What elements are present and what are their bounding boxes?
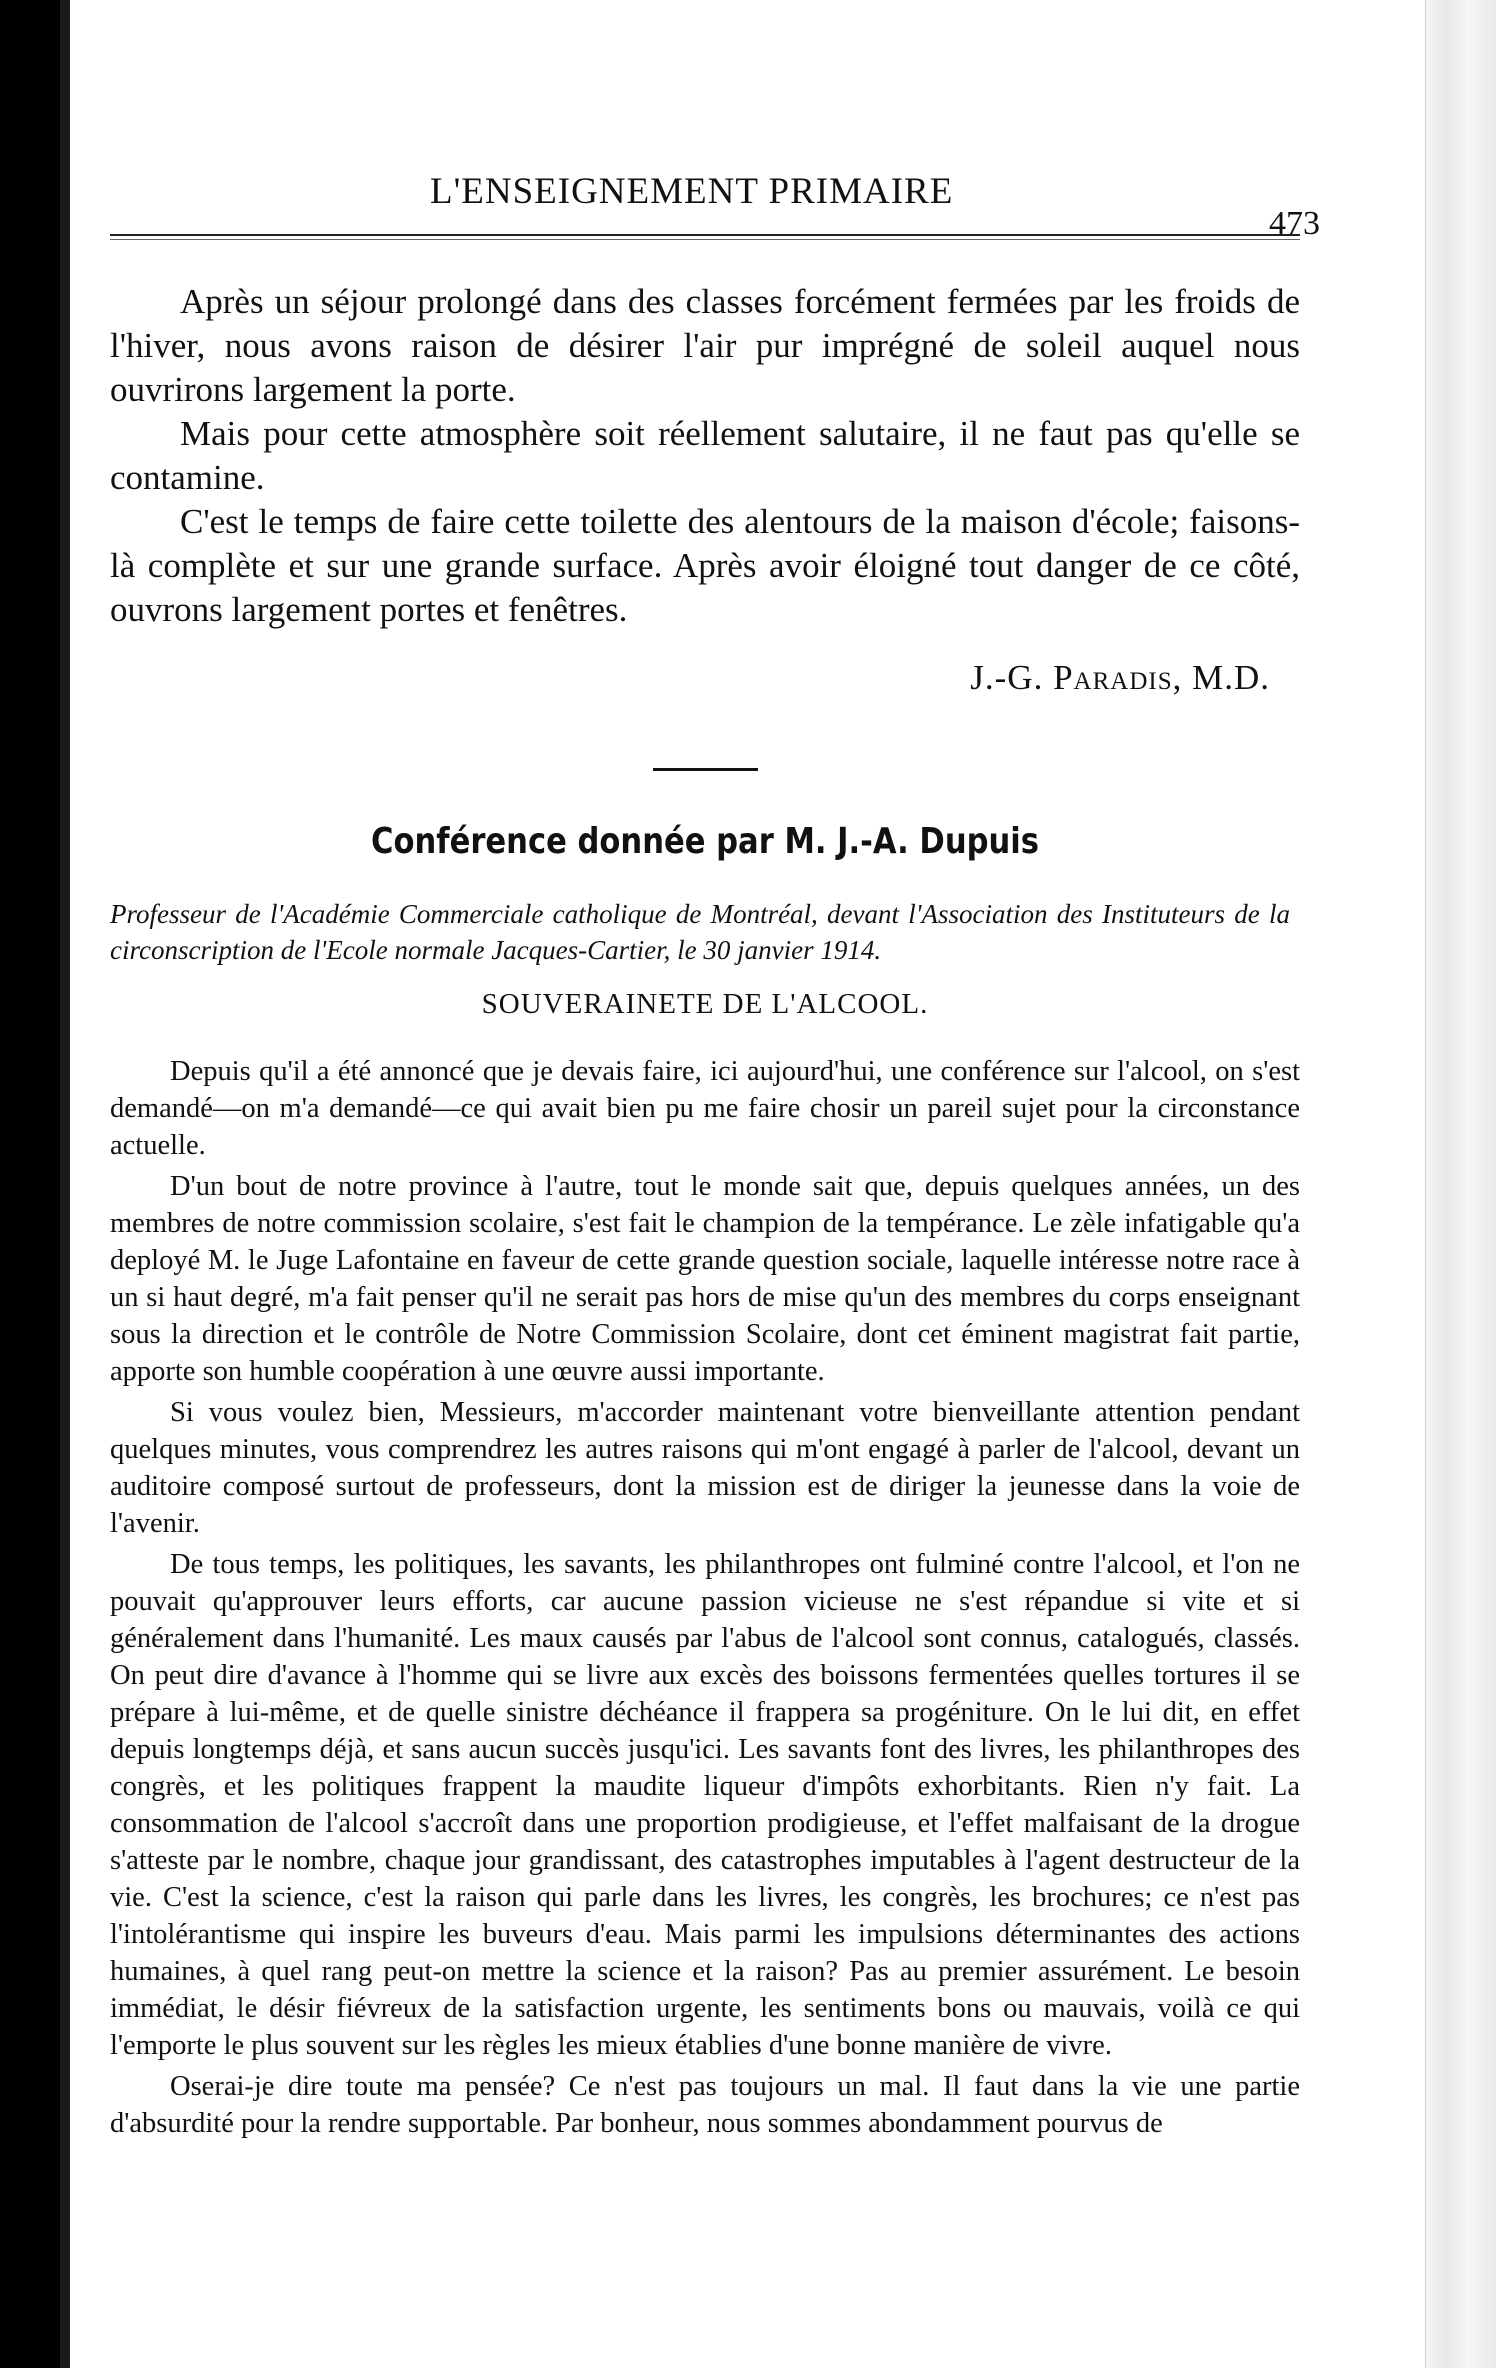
section-heading: SOUVERAINETE DE L'ALCOOL. [481,988,929,1020]
paragraph: Depuis qu'il a été annoncé que je devais faire, ici aujourd'hui, une conférence sur l'alcool, on s'est demandé—on m'a demandé—ce qui avait bien pu me faire chosir un pareil sujet pour la circonstance actuelle. [110,1056,1300,1161]
article-hygiene [110,280,1300,698]
book-binding-edge [0,0,70,2368]
running-head [110,150,1320,242]
paragraph: Si vous voulez bien, Messieurs, m'accorder maintenant votre bienveillante attention pendant quelques minutes, vous comprendrez les autres raisons qui m'ont engagé à parler de l'alcool, devant un auditoire composé surtout de professeurs, dont la mission est de diriger la jeunesse dans la voie de l'avenir. [110,1397,1300,1539]
section-separator [653,768,758,771]
header-rule [110,234,1300,240]
binding-gutter [60,0,70,2368]
running-title: L'ENSEIGNEMENT PRIMAIRE [430,171,954,212]
document-page [110,150,1320,2146]
page-stack-edge [1425,0,1496,2368]
paragraph: C'est le temps de faire cette toilette des alentours de la maison d'école; faisons-là complète et sur une grande surface. Après avoir éloigné tout danger de ce côté, ouvrons largement portes et fenêtres. [110,502,1300,629]
page-number: 473 [1269,205,1320,242]
paragraph: De tous temps, les politiques, les savants, les philanthropes ont fulminé contre l'alcool, et l'on ne pouvait qu'approuver leurs efforts, car aucune passion vicieuse ne s'est répandue si vite et si généralement dans l'humanité. Les maux causés par l'abus de l'alcool sont connus, catalogués, classés. On peut dire d'avance à l'homme qui se livre aux excès des boissons fermentées quelles tortures il se prépare à lui-même, et de quelle sinistre déchéance il frappera sa progéniture. On le lui dit, en effet depuis longtemps déjà, et sans aucun succès jusqu'ici. Les savants font des livres, les philanthropes des congrès, et les politiques frappent la maudite liqueur d'impôts exhorbitants. Rien n'y fait. La consommation de l'alcool s'accroît dans une proportion prodigieuse, et l'effet malfaisant de la drogue s'atteste par le nombre, chaque jour grandissant, des catastrophes imputables à l'agent destructeur de la vie. C'est la science, c'est la raison qui parle dans les livres, les congrès, les brochures; ce n'est pas l'intolérantisme qui inspire les buveurs d'eau. Mais parmi les impulsions déterminantes des actions humaines, à quel rang peut-on mettre la science et la raison? Pas au premier assurément. Le besoin immédiat, le désir fiévreux de la satisfaction urgente, les sentiments bons ou mauvais, voilà ce qui l'emporte le plus souvent sur les règles les mieux établies d'une bonne manière de vivre. [110,1549,1300,2061]
article-subtitle: Professeur de l'Académie Commerciale catholique de Montréal, devant l'Association des Instituteurs de la circonscription de l'Ecole normale Jacques-Cartier, le 30 janvier 1914. [110,899,1290,965]
paragraph: Après un séjour prolongé dans des classes forcément fermées par les froids de l'hiver, nous avons raison de désirer l'air pur imprégné de soleil auquel nous ouvrirons largement la porte. [110,282,1300,409]
author-signature: J.-G. Paradis, M.D. [970,658,1270,697]
article-title: Conférence donnée par M. J.-A. Dupuis [370,821,1039,862]
paragraph: Oserai-je dire toute ma pensée? Ce n'est pas toujours un mal. Il faut dans la vie une partie d'absurdité pour la rendre supportable. Par bonheur, nous sommes abondamment pourvus de [110,2071,1300,2139]
article-conference [110,821,1300,2142]
paragraph: D'un bout de notre province à l'autre, tout le monde sait que, depuis quelques années, un des membres de notre commission scolaire, s'est fait le champion de la tempérance. Le zèle infatigable qu'a deployé M. le Juge Lafontaine en faveur de cette grande question sociale, laquelle intéresse notre race à un si haut degré, m'a fait penser qu'il ne serait pas hors de mise qu'un des membres du corps enseignant sous la direction et le contrôle de Notre Commission Scolaire, dont cet éminent magistrat fait partie, apporte son humble coopération à une œuvre aussi importante. [110,1171,1300,1387]
paragraph: Mais pour cette atmosphère soit réellement salutaire, il ne faut pas qu'elle se contamine. [110,414,1300,497]
